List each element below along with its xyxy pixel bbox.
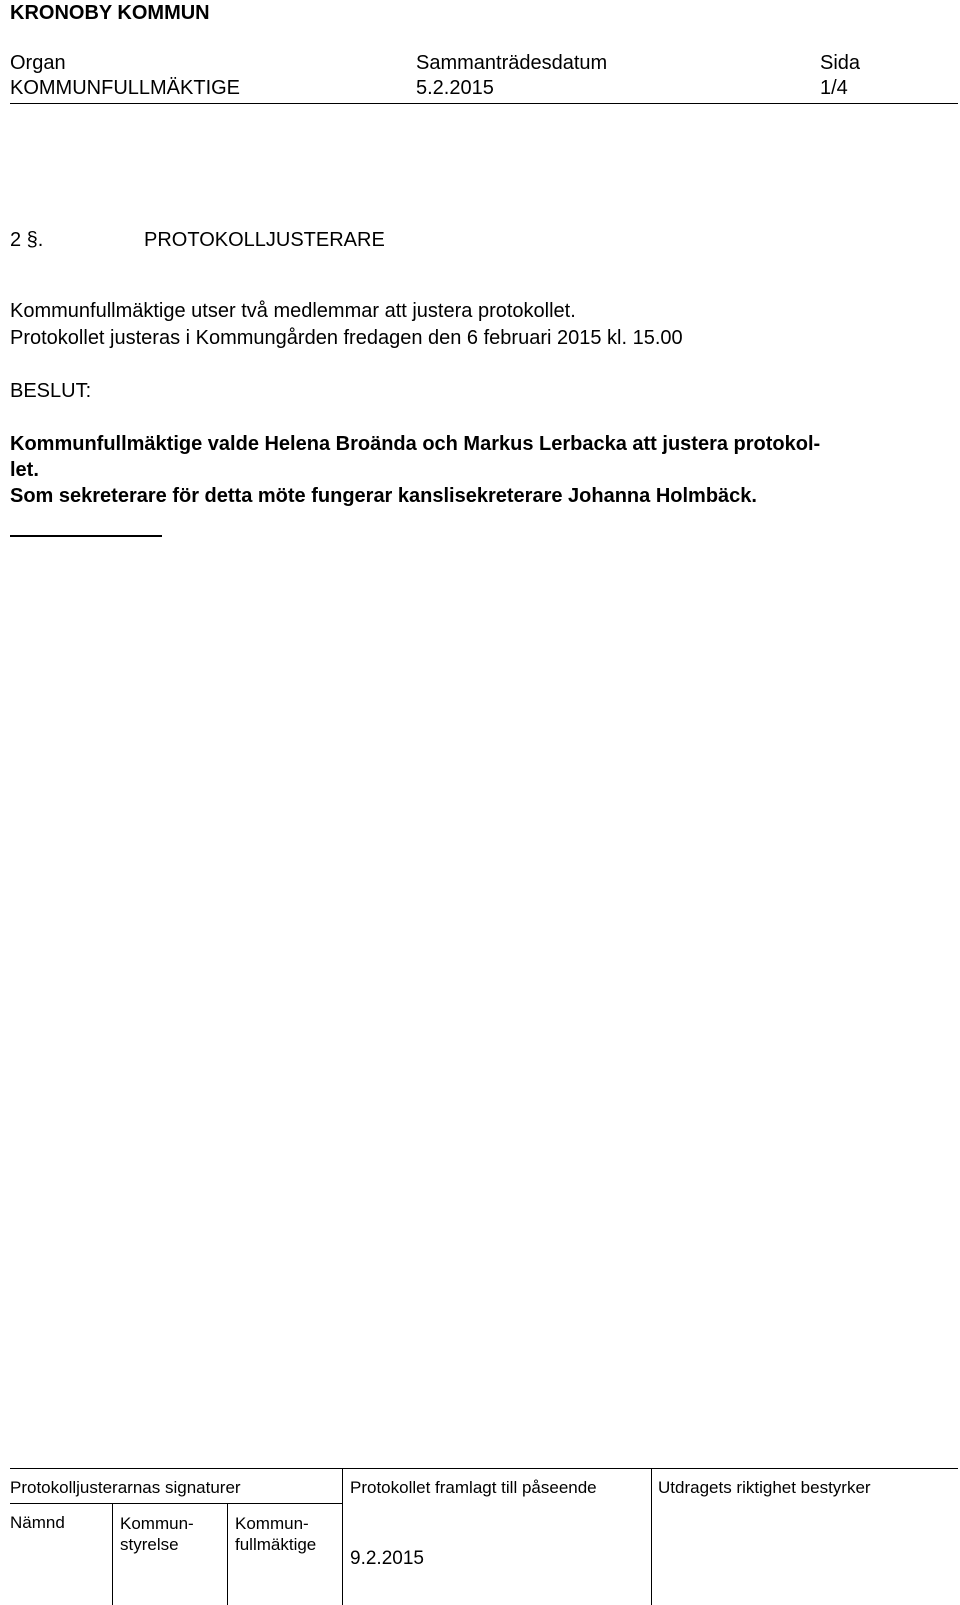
footer-col-divider	[651, 1468, 652, 1605]
closing-rule	[10, 535, 162, 537]
footer-sub-line	[10, 1503, 342, 1504]
section-number: 2 §.	[10, 229, 44, 251]
decision-line: Som sekreterare för detta möte fungerar kanslisekreterare Johanna Holmbäck.	[10, 485, 757, 507]
page-label: Sida	[820, 52, 861, 74]
certify-header: Utdragets riktighet bestyrker	[658, 1478, 871, 1497]
signature-footer	[0, 1468, 960, 1605]
paragraph-line: Protokollet justeras i Kommungården fredagen den 6 februari 2015 kl. 15.00	[10, 327, 683, 349]
footer-col-divider	[342, 1468, 343, 1605]
displayed-header: Protokollet framlagt till påseende	[350, 1478, 597, 1497]
paragraph-line: Kommunfullmäktige utser två medlemmar att justera protokollet.	[10, 300, 576, 322]
decision-line: Kommunfullmäktige valde Helena Broända och Markus Lerbacka att justera protokol-	[10, 433, 821, 455]
footer-col-divider	[227, 1503, 228, 1605]
organization-name: KRONOBY KOMMUN	[10, 2, 210, 24]
signatures-header: Protokolljusterarnas signaturer	[10, 1478, 241, 1497]
col-fullmaktige: Kommun- fullmäktige	[235, 1514, 317, 1554]
page-value: 1/4	[820, 77, 848, 99]
footer-col-divider	[112, 1503, 113, 1605]
decision-label: BESLUT:	[10, 380, 92, 402]
organ-value: KOMMUNFULLMÄKTIGE	[10, 77, 241, 99]
section-title: PROTOKOLLJUSTERARE	[144, 229, 385, 251]
decision-line: let.	[10, 459, 39, 481]
organ-label: Organ	[10, 52, 66, 74]
col-styrelse: Kommun- styrelse	[120, 1514, 194, 1554]
footer-top-line	[10, 1468, 958, 1469]
meeting-date-value: 5.2.2015	[416, 77, 494, 99]
meeting-date-label: Sammanträdesdatum	[416, 52, 608, 74]
header-divider	[10, 103, 958, 104]
displayed-date: 9.2.2015	[350, 1548, 424, 1569]
col-namnd: Nämnd	[10, 1513, 65, 1532]
